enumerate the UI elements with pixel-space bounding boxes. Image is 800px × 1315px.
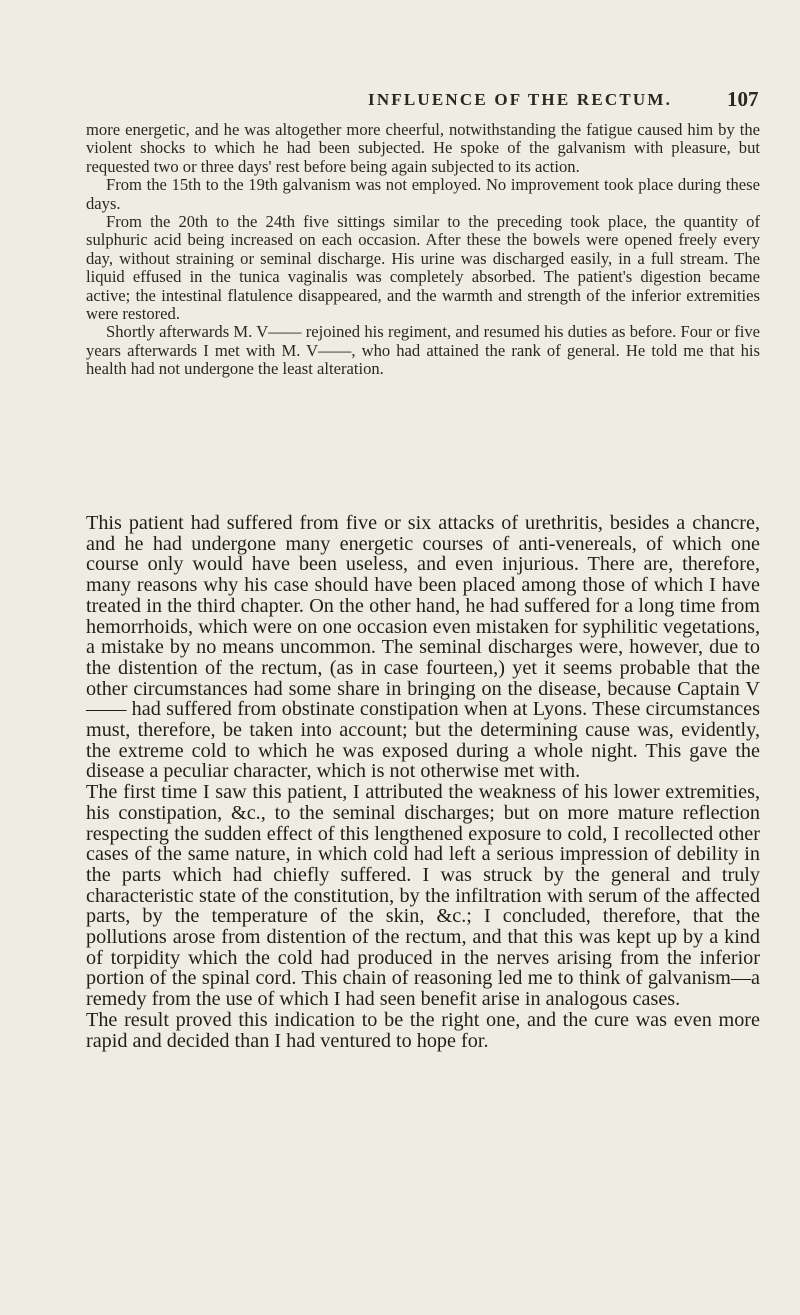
case-report-paragraph: Shortly afterwards M. V—— rejoined his regiment, and resumed his duties as before. Four or five years afterwards I met with M. V——, who had attained the rank of general. He told me that his health had not undergone the least alteration.	[86, 322, 760, 379]
case-report-paragraph: From the 20th to the 24th five sittings similar to the preceding took place, the quantity of sulphuric acid being increased on each occasion. After these the bowels were opened freely every day, without straining or seminal discharge. His urine was discharged easily, in a full stream. The liquid effused in the tunica vaginalis was completely absorbed. The patient's digestion became active; the intestinal flatulence disappeared, and the warmth and strength of the inferior extremities were restored.	[86, 212, 760, 324]
case-report-paragraph: From the 15th to the 19th galvanism was not employed. No improvement took place during these days.	[86, 175, 760, 213]
case-report-paragraph: more energetic, and he was altogether more cheerful, notwithstanding the fatigue caused him by the violent shocks to which he had been subjected. He spoke of the galvanism with pleasure, but requested two or three days' rest before being again subjected to its action.	[86, 120, 760, 176]
page-number: 107	[727, 87, 759, 111]
case-report-section	[86, 121, 760, 379]
running-title: INFLUENCE OF THE RECTUM.	[368, 90, 673, 109]
commentary-paragraph: This patient had suffered from five or six attacks of urethritis, besides a chancre, and he had undergone many energetic courses of anti-venereals, of which one course only would have been useless, and even injurious. There are, therefore, many reasons why his case should have been placed among those of which I have treated in the third chapter. On the other hand, he had suffered for a long time from hemorrhoids, which were on one occasion even mistaken for syphilitic vegetations, a mistake by no means uncommon. The seminal discharges were, however, due to the distention of the rectum, (as in case fourteen,) yet it seems probable that the other circumstances had some share in bringing on the disease, because Captain V—— had suffered from obstinate constipation when at Lyons. These circumstances must, therefore, be taken into account; but the determining cause was, evidently, the extreme cold to which he was exposed during a whole night. This gave the disease a peculiar character, which is not otherwise met with.	[86, 512, 760, 783]
commentary-paragraph: The first time I saw this patient, I attributed the weakness of his lower extremities, his constipation, &c., to the seminal discharges; but on more mature reflection respecting the sudden effect of this lengthened exposure to cold, I recollected other cases of the same nature, in which cold had left a serious impression of debility in the parts which had chiefly suffered. I was struck by the general and truly characteristic state of the constitution, by the infiltration with serum of the affected parts, by the temperature of the skin, &c.; I concluded, therefore, that the pollutions arose from distention of the rectum, and that this was kept up by a kind of torpidity which the cold had produced in the nerves arising from the inferior portion of the spinal cord. This chain of reasoning led me to think of galvanism—a remedy from the use of which I had seen benefit arise in analogous cases.	[86, 781, 760, 1011]
commentary-section	[86, 513, 760, 1051]
commentary-paragraph: The result proved this indication to be the right one, and the cure was even more rapid and decided than I had ventured to hope for.	[86, 1008, 760, 1052]
